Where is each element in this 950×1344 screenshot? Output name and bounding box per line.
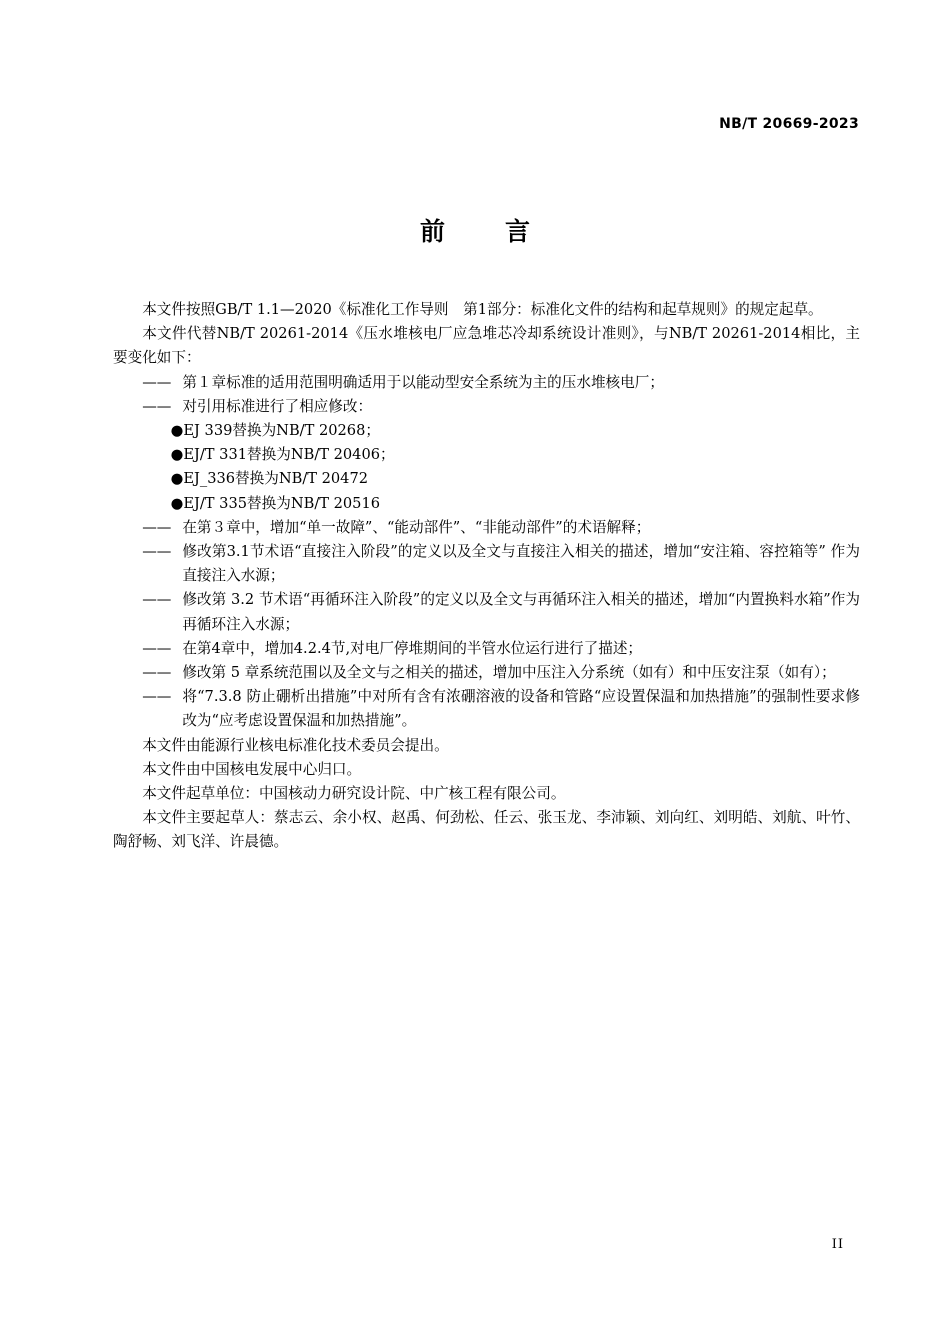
change-item-text: 第１章标准的适用范围明确适用于以能动型安全系统为主的压水堆核电厂；	[182, 373, 664, 391]
dash-marker: ——	[142, 664, 172, 682]
change-item-text: 对引用标准进行了相应修改：	[182, 397, 373, 415]
bullet-item: ●EJ/T 331替换为NB/T 20406；	[170, 446, 395, 464]
dash-marker: ——	[142, 373, 172, 391]
paragraph-drafters: 本文件主要起草人：蔡志云、余小权、赵禹、何劲松、任云、张玉龙、李沛颖、刘向红、刘明皓、刘航、叶竹、陶舒畅、刘飞洋、许晨德。	[113, 809, 860, 851]
paragraph-drafting-rules: 本文件按照GB/T 1.1—2020《标准化工作导则 第1部分：标准化文件的结构和起草规则》的规定起草。	[142, 301, 823, 318]
paragraph-proposed-by: 本文件由能源行业核电标准化技术委员会提出。	[142, 736, 449, 754]
dash-marker: ——	[142, 397, 172, 415]
change-item-text: 修改第 5 章系统范围以及全文与之相关的描述，增加中压注入分系统（如有）和中压安注泵（如有）；	[182, 664, 836, 682]
dash-marker: ——	[142, 639, 172, 657]
document-code: NB/T 20669-2023	[719, 116, 859, 132]
change-item	[113, 685, 860, 733]
title-char-1: 前	[419, 217, 445, 246]
title-char-2: 言	[505, 217, 531, 246]
page-number: II	[831, 1237, 844, 1252]
paragraph-replaces: 本文件代替NB/T 20261-2014《压水堆核电厂应急堆芯冷却系统设计准则》，与NB/T 20261-2014相比，主要变化如下：	[113, 325, 860, 367]
bullet-item: ●EJ/T 335替换为NB/T 20516	[170, 494, 381, 512]
paragraph-drafting-units: 本文件起草单位：中国核动力研究设计院、中广核工程有限公司。	[142, 785, 566, 803]
dash-marker: ——	[142, 591, 172, 609]
change-item	[113, 588, 860, 636]
bullet-item: ●EJ_336替换为NB/T 20472	[170, 470, 369, 488]
page-title	[0, 212, 950, 248]
change-item-text: 修改第3.1节术语“直接注入阶段”的定义以及全文与直接注入相关的描述，增加“安注箱、容控箱等” 作为直接注入水源；	[182, 543, 860, 585]
dash-marker: ——	[142, 688, 172, 706]
change-item	[113, 371, 860, 395]
change-item-text: 修改第 3.2 节术语“再循环注入阶段”的定义以及全文与再循环注入相关的描述，增加“内置换料水箱”作为再循环注入水源；	[182, 591, 860, 633]
change-item	[113, 637, 860, 661]
change-item	[113, 661, 860, 685]
change-item	[113, 540, 860, 588]
paragraph-managed-by: 本文件由中国核电发展中心归口。	[142, 760, 362, 778]
change-item	[113, 395, 860, 419]
change-item-text: 在第３章中，增加“单一故障”、“能动部件”、“非能动部件”的术语解释；	[182, 518, 651, 536]
dash-marker: ——	[142, 518, 172, 536]
change-item-text: 将“7.3.8 防止硼析出措施”中对所有含有浓硼溶液的设备和管路“应设置保温和加热措施”的强制性要求修改为“应考虑设置保温和加热措施”。	[182, 688, 860, 730]
dash-marker: ——	[142, 543, 172, 561]
change-item	[113, 516, 860, 540]
bullet-item: ●EJ 339替换为NB/T 20268；	[170, 422, 380, 440]
foreword-body	[113, 298, 860, 855]
change-item-text: 在第4章中，增加4.2.4节,对电厂停堆期间的半管水位运行进行了描述；	[182, 639, 643, 657]
